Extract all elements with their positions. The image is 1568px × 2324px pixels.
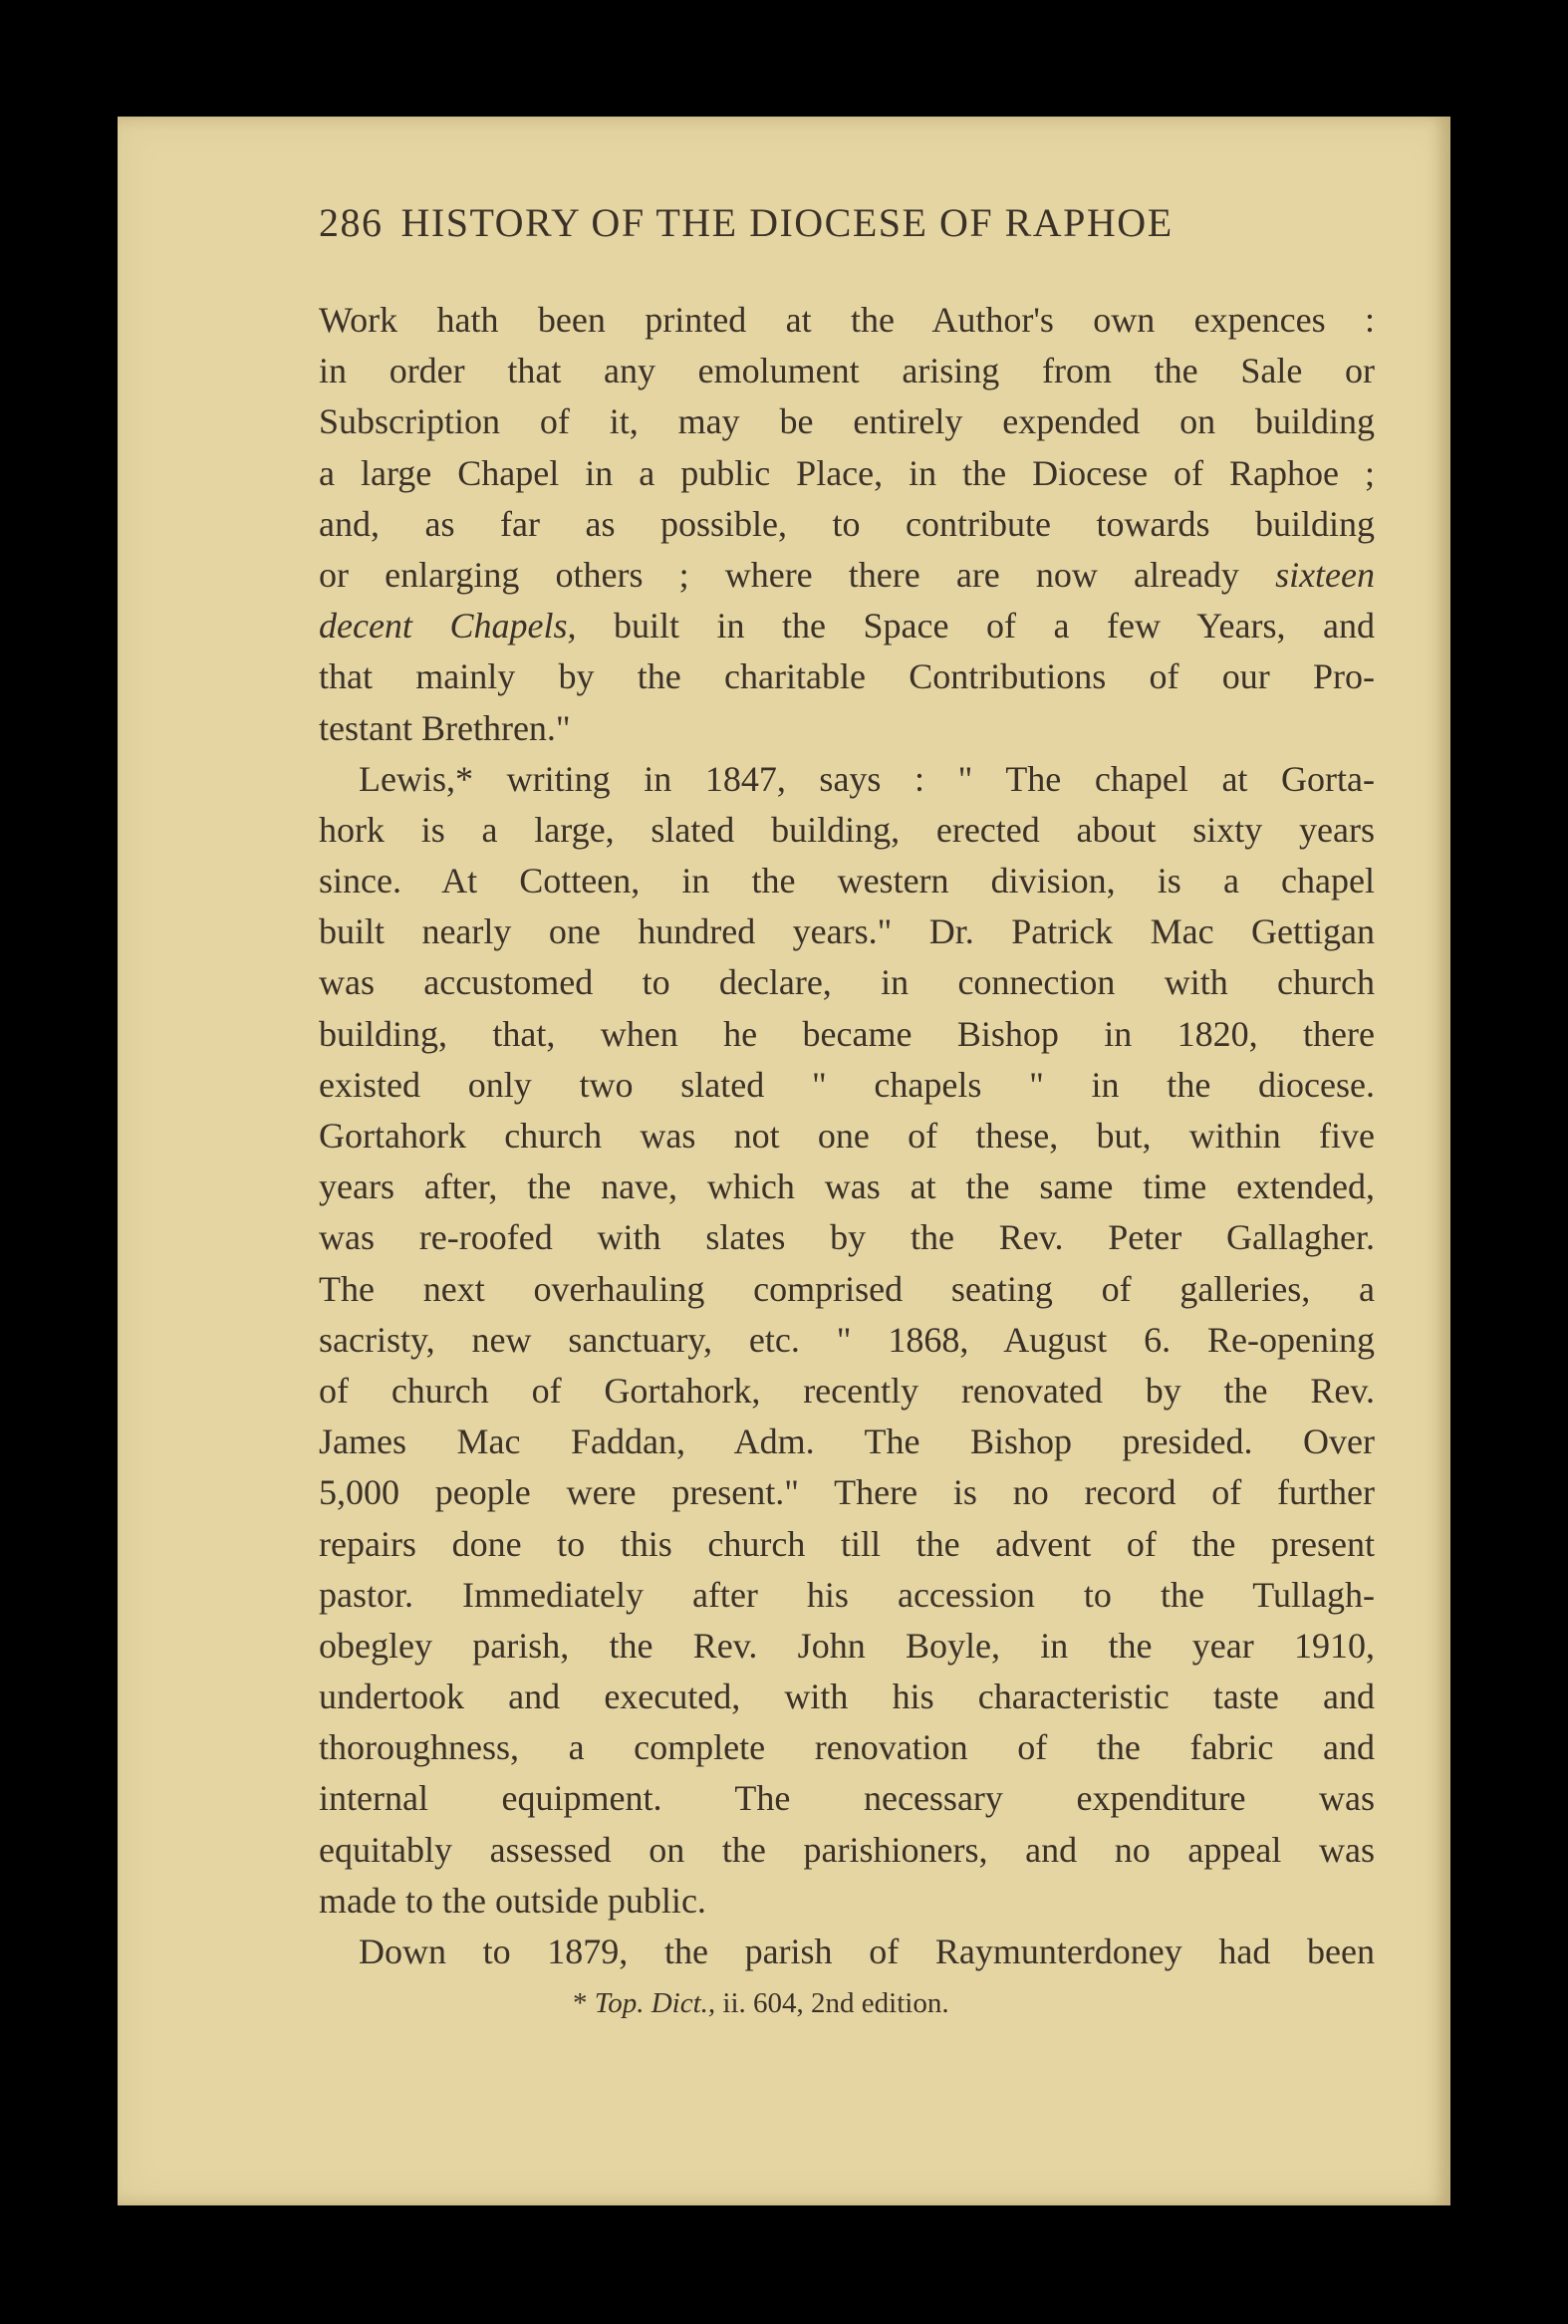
- text-line: [319, 1060, 1375, 1111]
- line-text: Subscription of it, may be entirely expended on building: [319, 401, 1375, 442]
- line-text: sacristy, new sanctuary, etc. " 1868, August 6. Re-opening: [319, 1319, 1375, 1360]
- line-text: built nearly one hundred years." Dr. Patrick Mac Gettigan: [319, 911, 1375, 952]
- text-line: [319, 805, 1375, 856]
- line-text: thoroughness, a complete renovation of the fabric and: [319, 1727, 1375, 1768]
- page-number: 286: [319, 200, 384, 245]
- text-line: [319, 1621, 1375, 1672]
- line-text: Lewis,* writing in 1847, says : " The chapel at Gorta-: [359, 758, 1375, 799]
- line-text: made to the outside public.: [319, 1880, 706, 1921]
- line-text: of church of Gortahork, recently renovated by the Rev.: [319, 1370, 1375, 1411]
- footnote-source-title: Top. Dict.,: [594, 1987, 716, 2019]
- text-line: [319, 1773, 1375, 1824]
- line-text: Gortahork church was not one of these, but, within five: [319, 1116, 1375, 1156]
- line-text: a large Chapel in a public Place, in the Diocese of Raphoe ;: [319, 452, 1375, 493]
- line-text: obegley parish, the Rev. John Boyle, in the year 1910,: [319, 1625, 1375, 1666]
- running-header: [319, 199, 1325, 246]
- text-line: [319, 1570, 1375, 1621]
- line-text: and, as far as possible, to contribute towards building: [319, 503, 1375, 544]
- text-line: [319, 499, 1375, 550]
- text-line: [319, 1111, 1375, 1162]
- text-line: [319, 550, 1375, 601]
- line-text: that mainly by the charitable Contributions of our Pro-: [319, 656, 1375, 697]
- text-line: [319, 1162, 1375, 1212]
- line-text: repairs done to this church till the advent of the present: [319, 1523, 1375, 1564]
- text-line: [319, 1519, 1375, 1570]
- line-text: equitably assessed on the parishioners, and no appeal was: [319, 1829, 1375, 1870]
- italic-text: sixteen: [1275, 554, 1376, 595]
- text-line: [319, 1366, 1375, 1417]
- text-line: [319, 1417, 1375, 1467]
- text-line: [319, 1009, 1375, 1060]
- line-text: years after, the nave, which was at the same time extended,: [319, 1166, 1375, 1207]
- text-line: [319, 295, 1375, 346]
- line-text: internal equipment. The necessary expenditure was: [319, 1778, 1375, 1819]
- line-text: undertook and executed, with his characteristic taste and: [319, 1677, 1375, 1717]
- text-line: [319, 1212, 1375, 1263]
- line-text: since. At Cotteen, in the western division, is a chapel: [319, 861, 1375, 902]
- text-line: [319, 1722, 1375, 1773]
- line-text: 5,000 people were present." There is no record of further: [319, 1472, 1375, 1513]
- text-line: [319, 651, 1375, 702]
- running-title: HISTORY OF THE DIOCESE OF RAPHOE: [400, 200, 1174, 245]
- line-text: The next overhauling comprised seating of galleries, a: [319, 1268, 1375, 1309]
- text-line: [319, 396, 1375, 447]
- text-line: [319, 1876, 1375, 1927]
- line-text: testant Brethren.": [319, 707, 571, 748]
- line-text: was re-roofed with slates by the Rev. Peter Gallagher.: [319, 1217, 1375, 1258]
- footnote-citation: ii. 604, 2nd edition.: [715, 1987, 949, 2019]
- italic-text: decent Chapels,: [319, 606, 577, 646]
- text-line: [319, 754, 1375, 805]
- text-line: [319, 856, 1375, 906]
- text-line: [319, 346, 1375, 396]
- line-text: built in the Space of a few Years, and: [576, 606, 1375, 646]
- line-text: or enlarging others ; where there are now already: [319, 554, 1239, 595]
- text-line: [319, 448, 1375, 499]
- footnote-marker: *: [573, 1987, 595, 2019]
- text-line: [319, 1672, 1375, 1722]
- line-text: building, that, when he became Bishop in 1820, there: [319, 1013, 1375, 1054]
- text-line: [319, 703, 1375, 754]
- text-line: [319, 1264, 1375, 1315]
- text-line: [319, 1825, 1375, 1876]
- footnote: [573, 1987, 949, 2020]
- text-line: [319, 1315, 1375, 1366]
- line-text: in order that any emolument arising from the Sale or: [319, 351, 1375, 391]
- line-text: was accustomed to declare, in connection with church: [319, 962, 1375, 1003]
- line-text: Work hath been printed at the Author's own expences :: [319, 300, 1375, 340]
- text-line: [319, 906, 1375, 957]
- body-text: [319, 295, 1375, 1977]
- line-text: pastor. Immediately after his accession to the Tullagh-: [319, 1574, 1375, 1615]
- text-line: [319, 601, 1375, 651]
- line-text: Down to 1879, the parish of Raymunterdoney had been: [359, 1932, 1375, 1971]
- text-line: [319, 1467, 1375, 1518]
- line-text: James Mac Faddan, Adm. The Bishop presided. Over: [319, 1421, 1375, 1462]
- line-text: hork is a large, slated building, erected about sixty years: [319, 809, 1375, 850]
- text-line: [319, 957, 1375, 1008]
- text-line: [319, 1927, 1375, 1977]
- line-text: existed only two slated " chapels " in the diocese.: [319, 1064, 1375, 1105]
